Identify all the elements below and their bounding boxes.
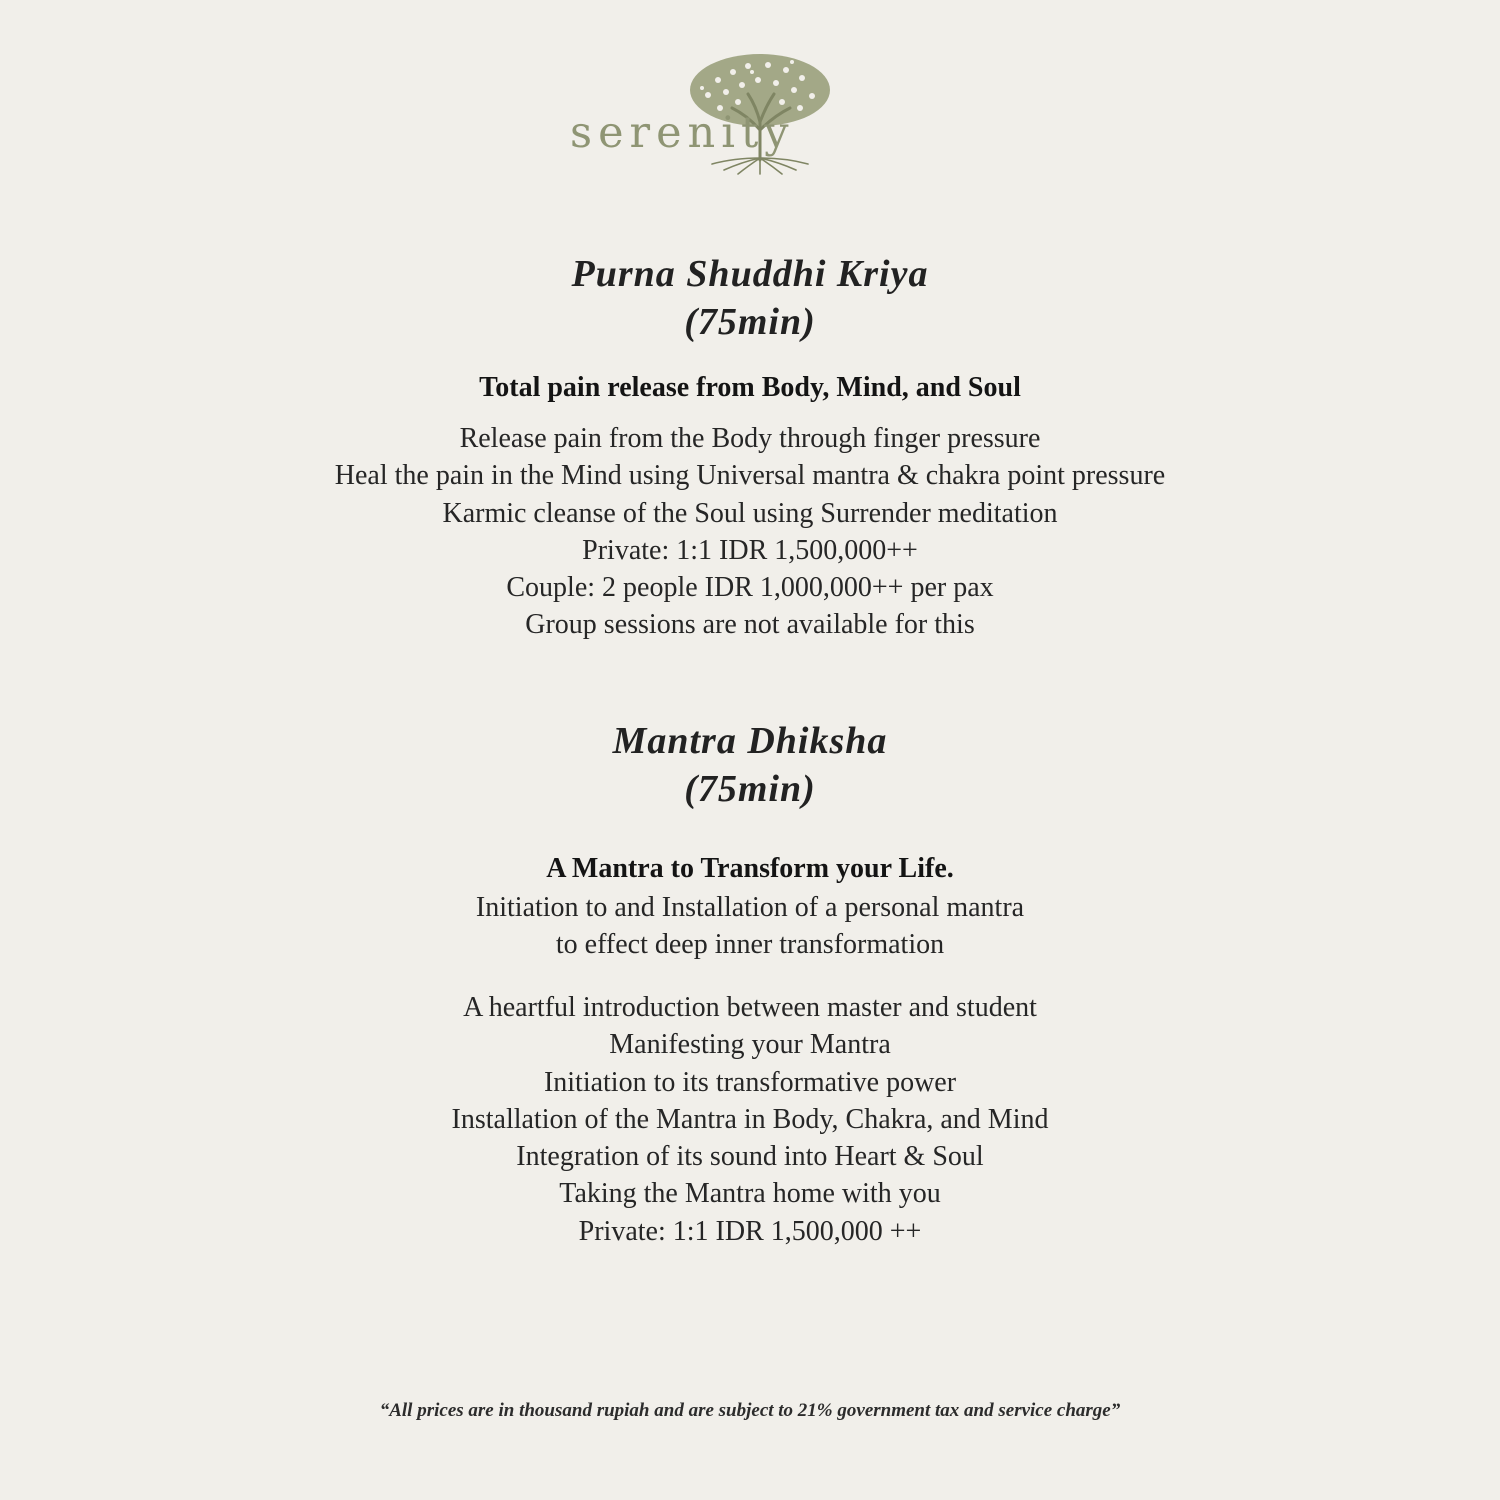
section-1-title: Purna Shuddhi Kriya (75min) [0,250,1500,346]
detail-line: Karmic cleanse of the Soul using Surrender meditation [442,497,1058,529]
section-2-tagline: A Mantra to Transform your Life. [546,853,954,884]
price-line: Private: 1:1 IDR 1,500,000 ++ [578,1215,922,1247]
section-2-intro [0,889,1500,964]
detail-line: Initiation to its transformative power [543,1066,957,1098]
detail-line: Group sessions are not available for this [525,609,975,641]
section-1-duration: (75min) [684,301,816,343]
detail-line: A heartful introduction between master and student [463,992,1037,1023]
section-2-duration: (75min) [684,768,816,810]
brand-logo [570,50,860,175]
detail-line: Taking the Mantra home with you [559,1178,941,1210]
section-1-details [0,420,1500,644]
detail-line: Release pain from the Body through finger pressure [459,423,1041,454]
intro-line: to effect deep inner transformation [555,929,945,961]
brand-wordmark: serenity [570,108,795,158]
section-2-details [0,989,1500,1250]
detail-line: Manifesting your Mantra [609,1029,891,1061]
price-line: Private: 1:1 IDR 1,500,000++ [582,534,918,566]
intro-line: Initiation to and Installation of a personal mantra [475,892,1025,923]
section-2-title: Mantra Dhiksha (75min) [0,717,1500,813]
price-line: Couple: 2 people IDR 1,000,000++ per pax [506,572,994,604]
detail-line: Integration of its sound into Heart & Soul [516,1141,984,1173]
section-1-tagline: Total pain release from Body, Mind, and Soul [479,372,1021,403]
detail-line: Heal the pain in the Mind using Universal mantra & chakra point pressure [334,460,1166,492]
price-disclaimer: “All prices are in thousand rupiah and are subject to 21% government tax and service charge” [379,1400,1121,1421]
detail-line: Installation of the Mantra in Body, Chakra, and Mind [451,1103,1049,1135]
